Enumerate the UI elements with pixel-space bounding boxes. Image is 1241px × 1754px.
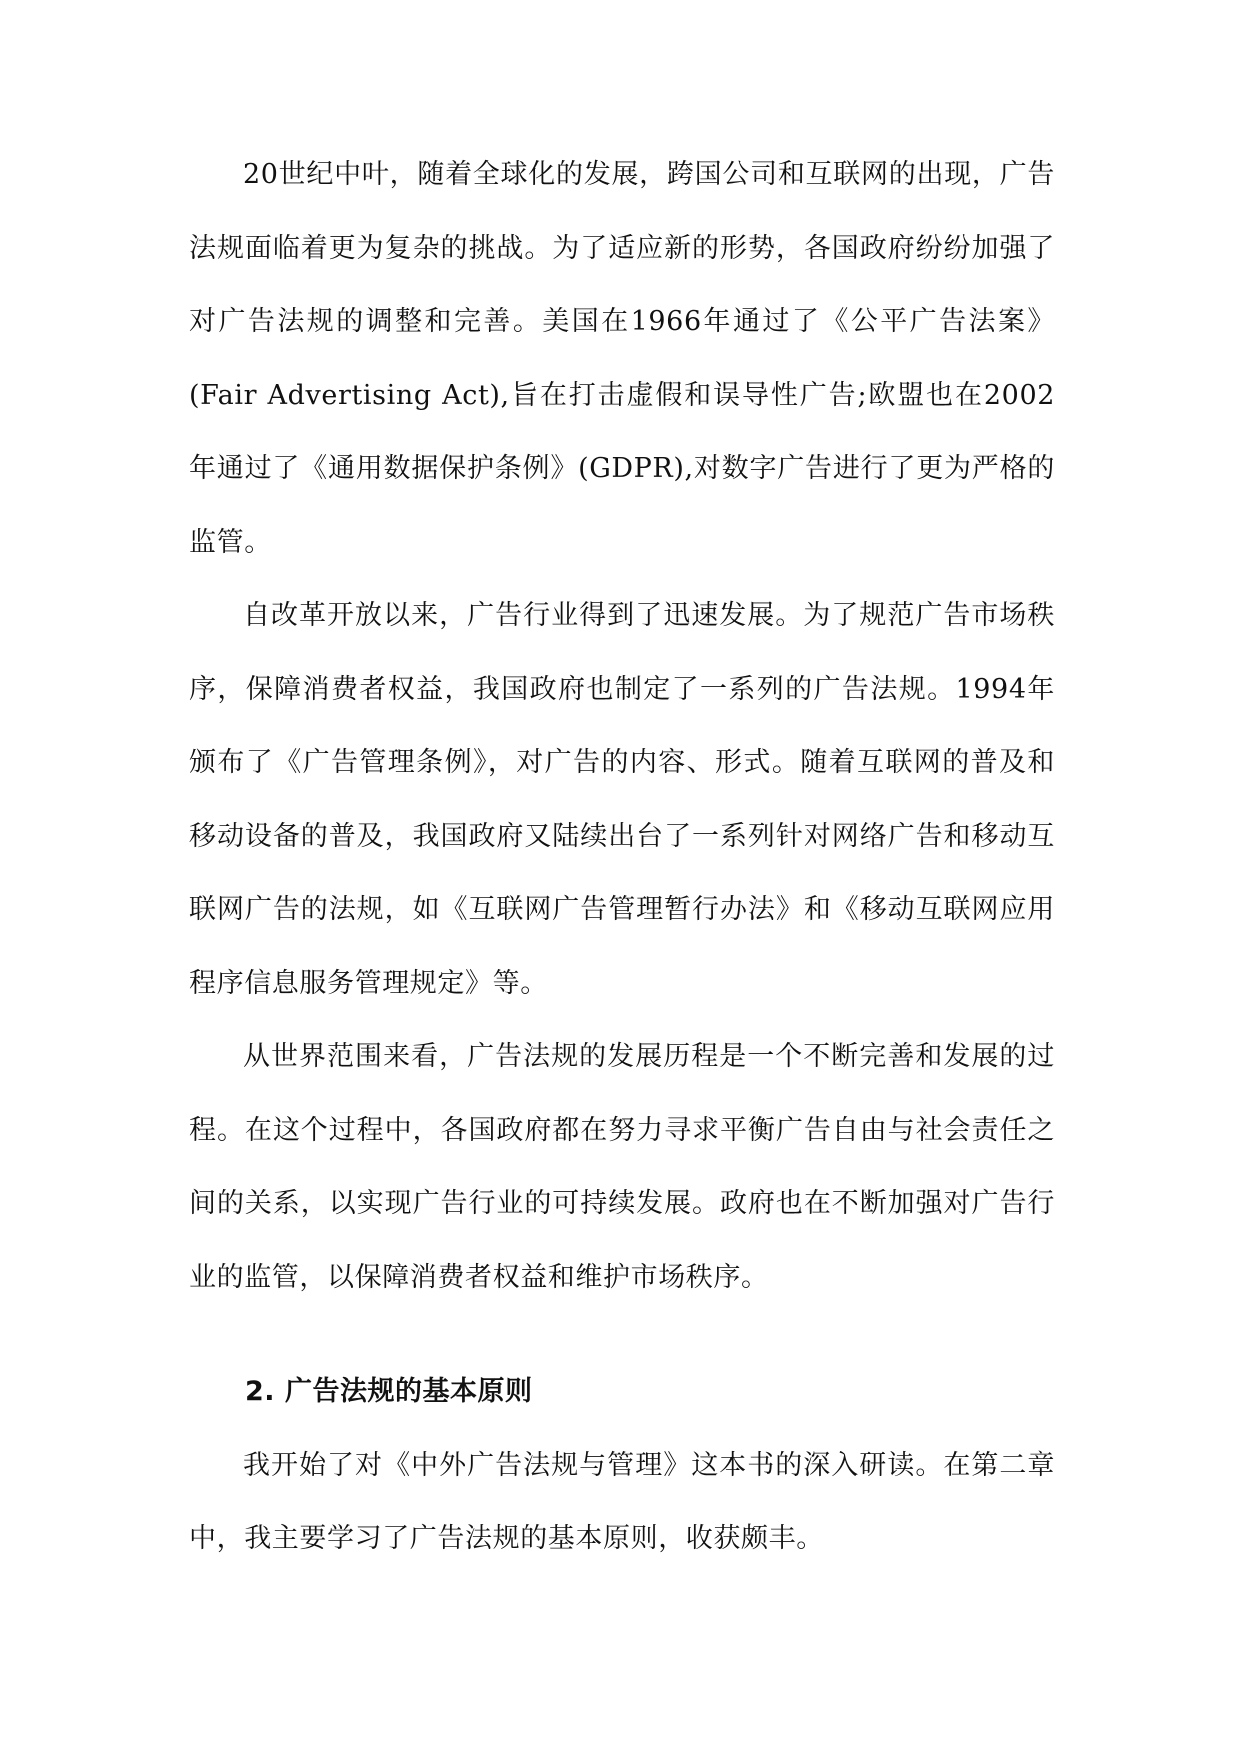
section-heading bbox=[189, 1355, 1055, 1429]
document-page bbox=[189, 138, 1055, 1576]
body-paragraph: 从世界范围来看，广告法规的发展历程是一个不断完善和发展的过程。在这个过程中，各国政府都在努力寻求平衡广告自由与社会责任之间的关系，以实现广告行业的可持续发展。政府也在不断加强对广告行业的监管，以保障消费者权益和维护市场秩序。 bbox=[189, 1041, 1055, 1293]
body-paragraph: 自改革开放以来，广告行业得到了迅速发展。为了规范广告市场秩序，保障消费者权益，我国政府也制定了一系列的广告法规。1994年颁布了《广告管理条例》，对广告的内容、形式。随着互联网的普及和移动设备的普及，我国政府又陆续出台了一系列针对网络广告和移动互联网广告的法规，如《互联网广告管理暂行办法》和《移动互联网应用程序信息服务管理规定》等。 bbox=[189, 600, 1055, 999]
body-paragraph: 20世纪中叶，随着全球化的发展，跨国公司和互联网的出现，广告法规面临着更为复杂的挑战。为了适应新的形势，各国政府纷纷加强了对广告法规的调整和完善。美国在1966年通过了《公平广告法案》(Fair Advertising Act),旨在打击虚假和误导性广告;欧盟也在2002年通过了《通用数据保护条例》(GDPR),对数字广告进行了更为严格的监管。 bbox=[189, 159, 1055, 558]
body-paragraph: 我开始了对《中外广告法规与管理》这本书的深入研读。在第二章中，我主要学习了广告法规的基本原则，收获颇丰。 bbox=[189, 1449, 1055, 1554]
section-number: 2. bbox=[245, 1376, 276, 1407]
section-title: 广告法规的基本原则 bbox=[285, 1376, 533, 1407]
